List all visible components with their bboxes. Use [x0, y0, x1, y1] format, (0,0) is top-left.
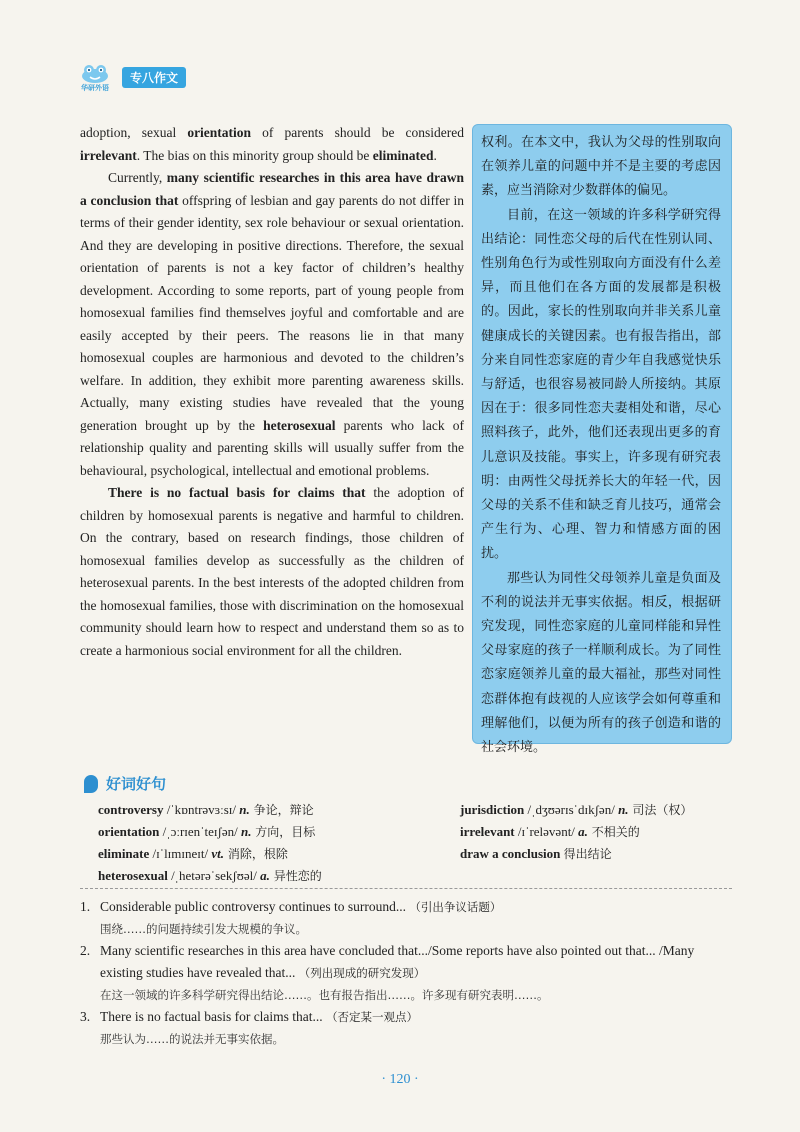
highlight-term: orientation	[187, 125, 252, 140]
frog-logo-icon	[80, 62, 110, 84]
sentence-item: 2. Many scientific researches in this area have concluded that.../Some reports have also pointed out that... /Many existing studies have revealed that... （列出现成的研究发现） 在这一领域的许多科学研究得出结论……。也有报告指出……。许多现有研究表明……。	[80, 943, 695, 1002]
section-tag: 专八作文	[122, 67, 186, 88]
vocab-entry: draw a conclusion 得出结论	[460, 846, 612, 861]
vocab-entry: jurisdiction /ˌdʒʊərɪsˈdɪkʃən/ n. 司法（权）	[460, 802, 693, 817]
chinese-paragraph: 权利。在本文中，我认为父母的性别取向在领养儿童的问题中并不是主要的考虑因素，应当消除对少数群体的偏见。	[481, 135, 721, 199]
english-essay	[80, 122, 464, 662]
highlight-phrase: There is no factual basis for claims that	[108, 485, 366, 500]
vocab-entry: controversy /ˈkɒntrəvɜːsɪ/ n. 争论，辩论	[98, 802, 314, 817]
highlight-term: heterosexual	[263, 417, 336, 433]
dashed-divider	[80, 888, 732, 889]
highlight-term: eliminated	[372, 147, 434, 163]
english-paragraph: Currently, many scientific researches in this area have drawn a conclusion that offspring of lesbian and gay parents do not differ in terms of their gender identity, sex role behaviour or sexual orientation. And they are developing in positive directions. Therefore, the sexual orientation of parents is not a key factor of children’s healthy development. According to some reports, part of young people from homosexual families find themselves joyful and comfortable and are easily accepted by their peers. The reasons lie in that many homosexual couples are harmonious and devoted to the children’s welfare. In addition, they exhibit more parenting awareness skills. Actually, many existing studies have revealed that the young generation brought up by the heterosexual parents who lack of relationship quality and parenting skills will usually suffer from the behavioural, psychological, intellectual and emotional problems.	[80, 170, 465, 478]
vocab-entry: orientation /ˌɔːrɪenˈteɪʃən/ n. 方向，目标	[98, 824, 316, 839]
vocab-entry: eliminate /ɪˈlɪmɪneɪt/ vt. 消除，根除	[98, 846, 288, 861]
chinese-paragraph: 那些认为同性父母领养儿童是负面及不利的说法并无事实依据。相反，根据研究发现，同性恋家庭的儿童同样能和异性父母家庭的孩子一样顺利成长。为了同性恋家庭领养儿童的最大福祉，那些对同性恋群体抱有歧视的人应该学会如何尊重和理解他们，以便为所有的孩子创造和谐的社会环境。	[481, 570, 721, 756]
english-paragraph: adoption, sexual orientation of parents should be considered irrelevant. The bias on this minority group should be eliminated.	[80, 125, 465, 163]
bookmark-marker-icon	[84, 775, 98, 793]
chinese-paragraph: 目前，在这一领域的许多科学研究得出结论：同性恋父母的后代在性别认同、性别角色行为或性别取向方面没有什么差异，而且他们在各方面的发展都是积极的。因此，家长的性别取向并非关系儿童健康成长的关键因素。也有报告指出，部分来自同性恋家庭的青少年自我感觉快乐与舒适，也很容易被同龄人所接纳。其原因在于：很多同性恋夫妻相处和谐，尽心照料孩子，此外，他们还表现出更多的育儿意识及技能。事实上，许多现有研究表明：由两性父母抚养长大的年轻一代，因父母的关系不佳和缺乏育儿技巧，通常会产生行为、心理、智力和情感方面的困扰。	[481, 207, 721, 562]
highlight-phrase: many scientific researches in this area have drawn a conclusion that	[80, 170, 464, 208]
page-header	[72, 60, 186, 94]
vocab-entry: heterosexual /ˌhetərəˈsekʃʊəl/ a. 异性恋的	[98, 868, 322, 883]
chinese-translation-box	[472, 124, 732, 756]
publisher-logo	[72, 62, 118, 92]
vocab-entry: irrelevant /ɪˈreləvənt/ a. 不相关的	[460, 824, 640, 839]
sentence-item: 1. Considerable public controversy continues to surround... （引出争议话题） 围绕……的问题持续引发大规模的争议。	[80, 899, 502, 936]
english-paragraph: There is no factual basis for claims that the adoption of children by homosexual parents is negative and harmful to children. On the contrary, based on research findings, those children of homosexual families develop as successfully as the children of heterosexual parents. In the best interests of the adopted children from the homosexual families, those with discrimination on the homosexual community should learn how to respect and understand them so as to create a harmonious social environment for all the children.	[80, 485, 464, 658]
vocab-title: 好词好句	[106, 775, 167, 793]
vocab-heading	[84, 773, 166, 794]
sentence-patterns	[80, 896, 740, 1050]
sentence-item: 3. There is no factual basis for claims that... （否定某一观点） 那些认为……的说法并无事实依据。	[80, 1009, 419, 1046]
highlight-term: irrelevant	[80, 147, 137, 163]
logo-text: 华研外语	[81, 84, 109, 92]
page-number: · 120 ·	[381, 1072, 419, 1087]
vocab-list	[98, 800, 738, 886]
